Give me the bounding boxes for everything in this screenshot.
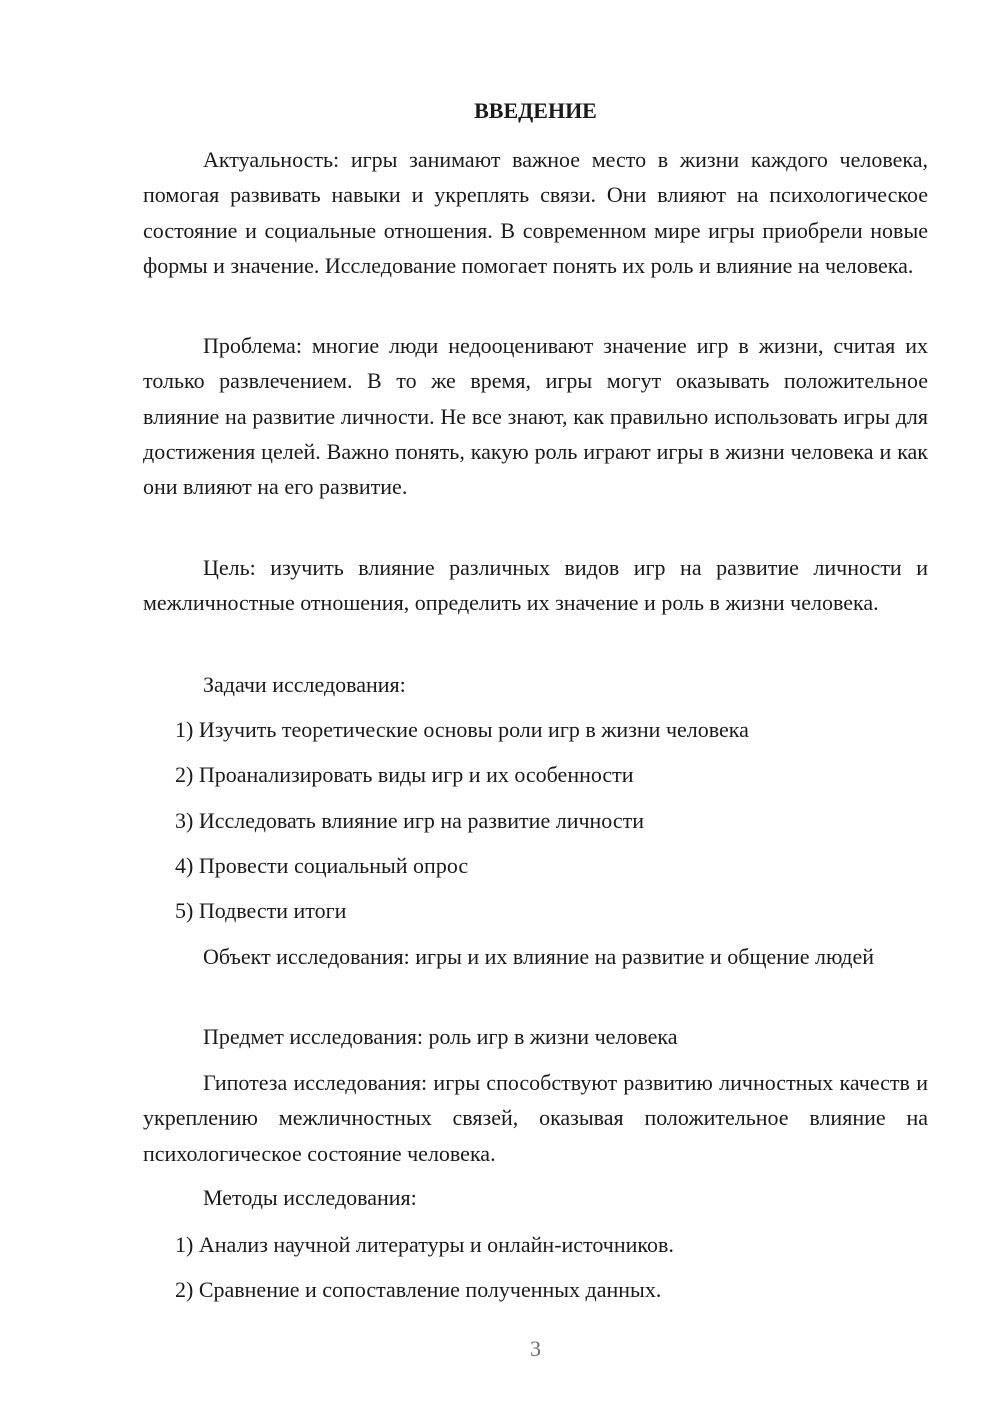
subject-paragraph: Предмет исследования: роль игр в жизни человека <box>203 1024 678 1049</box>
task-item: 5) Подвести итоги <box>175 898 347 923</box>
tasks-heading: Задачи исследования: <box>203 672 406 697</box>
method-item: 2) Сравнение и сопоставление полученных данных. <box>175 1277 662 1302</box>
task-item: 3) Исследовать влияние игр на развитие личности <box>175 808 645 833</box>
goal-paragraph: Цель: изучить влияние различных видов игр на развитие личности и межличностные отношения, определить их значение и роль в жизни человека. <box>143 555 928 616</box>
methods-heading: Методы исследования: <box>203 1185 417 1210</box>
problem-paragraph: Проблема: многие люди недооценивают значение игр в жизни, считая их только развлечением. В то же время, игры могут оказывать положительное влияние на развитие личности. Не все знают, как правильно использовать игры для достижения целей. Важно понять, какую роль играют игры в жизни человека и как они влияют на его развитие. <box>143 333 928 500</box>
object-paragraph: Объект исследования: игры и их влияние на развитие и общение людей <box>203 944 874 969</box>
task-item: 1) Изучить теоретические основы роли игр в жизни человека <box>175 717 749 742</box>
page-number: 3 <box>530 1336 541 1361</box>
task-item: 4) Провести социальный опрос <box>175 853 469 878</box>
method-item: 1) Анализ научной литературы и онлайн-источников. <box>175 1232 674 1257</box>
task-item: 2) Проанализировать виды игр и их особенности <box>175 762 634 787</box>
section-title: ВВЕДЕНИЕ <box>474 98 597 123</box>
hypothesis-paragraph: Гипотеза исследования: игры способствуют развитию личностных качеств и укреплению межличностных связей, оказывая положительное влияние на психологическое состояние человека. <box>143 1070 928 1166</box>
document-page <box>143 0 928 1414</box>
relevance-paragraph: Актуальность: игры занимают важное место в жизни каждого человека, помогая развивать навыки и укреплять связи. Они влияют на психологическое состояние и социальные отношения. В современном мире игры приобрели новые формы и значение. Исследование помогает понять их роль и влияние на человека. <box>143 147 928 278</box>
